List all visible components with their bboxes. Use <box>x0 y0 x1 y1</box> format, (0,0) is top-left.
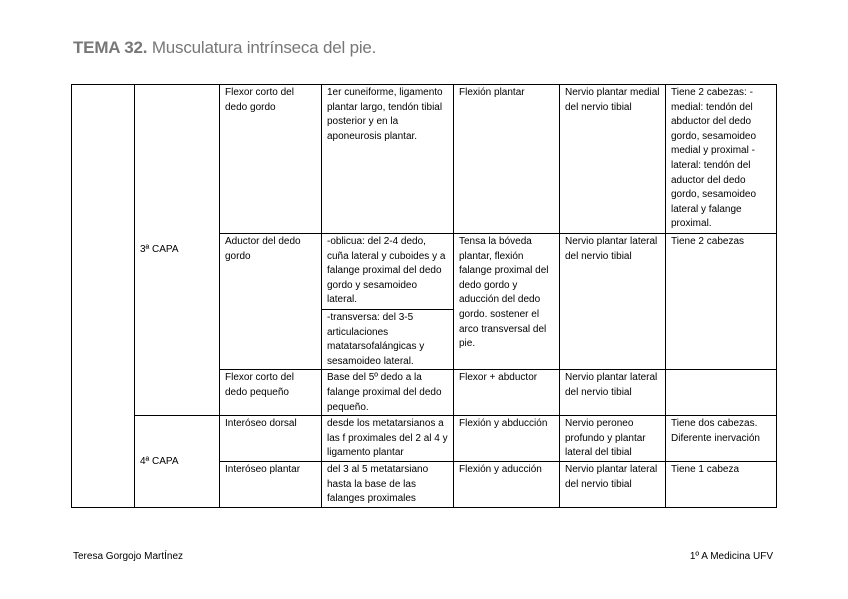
muscle-name: Flexor corto del dedo gordo <box>220 85 322 234</box>
innervation: Nervio peroneo profundo y plantar lateral del tibial <box>560 416 666 462</box>
notes <box>666 370 777 416</box>
notes: Tiene 1 cabeza <box>666 461 777 507</box>
origin-insertion <box>322 234 454 370</box>
origin-transverse: -transversa: del 3-5 articulaciones matatarsofalángicas y sesamoideo lateral. <box>327 311 425 367</box>
origin-insertion: 1er cuneiforme, ligamento plantar largo, tendón tibial posterior y en la aponeurosis plantar. <box>322 85 454 234</box>
page-title <box>73 38 376 58</box>
layer-label-3: 3ª CAPA <box>135 85 220 416</box>
function: Flexor + abductor <box>454 370 560 416</box>
muscle-name: Interóseo dorsal <box>220 416 322 462</box>
muscle-name: Aductor del dedo gordo <box>220 234 322 370</box>
innervation: Nervio plantar medial del nervio tibial <box>560 85 666 234</box>
function: Flexión y abducción <box>454 416 560 462</box>
function: Flexión plantar <box>454 85 560 234</box>
table-row <box>72 85 777 234</box>
innervation: Nervio plantar lateral del nervio tibial <box>560 234 666 370</box>
footer-author: Teresa Gorgojo MartÍnez <box>73 551 184 562</box>
innervation: Nervio plantar lateral del nervio tibial <box>560 370 666 416</box>
title-text: Musculatura intrínseca del pie. <box>147 38 377 57</box>
notes: Tiene 2 cabezas: -medial: tendón del abductor del dedo gordo, sesamoideo medial y proximal -lateral: tendón del aductor del dedo gordo, sesamoideo lateral y falange proximal. <box>666 85 777 234</box>
function: Flexión y aducción <box>454 461 560 507</box>
muscle-table <box>71 84 777 508</box>
group-cell <box>72 85 135 508</box>
muscle-name: Flexor corto del dedo pequeño <box>220 370 322 416</box>
origin-insertion: del 3 al 5 metatarsiano hasta la base de las falanges proximales <box>322 461 454 507</box>
origin-insertion: Base del 5º dedo a la falange proximal del dedo pequeño. <box>322 370 454 416</box>
layer-label-4: 4ª CAPA <box>135 416 220 508</box>
notes: Tiene dos cabezas. Diferente inervación <box>666 416 777 462</box>
origin-insertion: desde los metatarsianos a las f proximales del 2 al 4 y ligamento plantar <box>322 416 454 462</box>
table-row <box>72 416 777 462</box>
origin-oblique: -oblicua: del 2-4 dedo, cuña lateral y cuboides y a falange proximal del dedo gordo y sesamoideo lateral. <box>322 235 453 310</box>
footer-course: 1º A Medicina UFV <box>689 551 773 562</box>
innervation: Nervio plantar lateral del nervio tibial <box>560 461 666 507</box>
title-number: TEMA 32. <box>73 38 148 57</box>
function: Tensa la bóveda plantar, flexión falange proximal del dedo gordo y aducción del dedo gordo. sostener el arco transversal del pie. <box>454 234 560 370</box>
notes: Tiene 2 cabezas <box>666 234 777 370</box>
muscle-name: Interóseo plantar <box>220 461 322 507</box>
